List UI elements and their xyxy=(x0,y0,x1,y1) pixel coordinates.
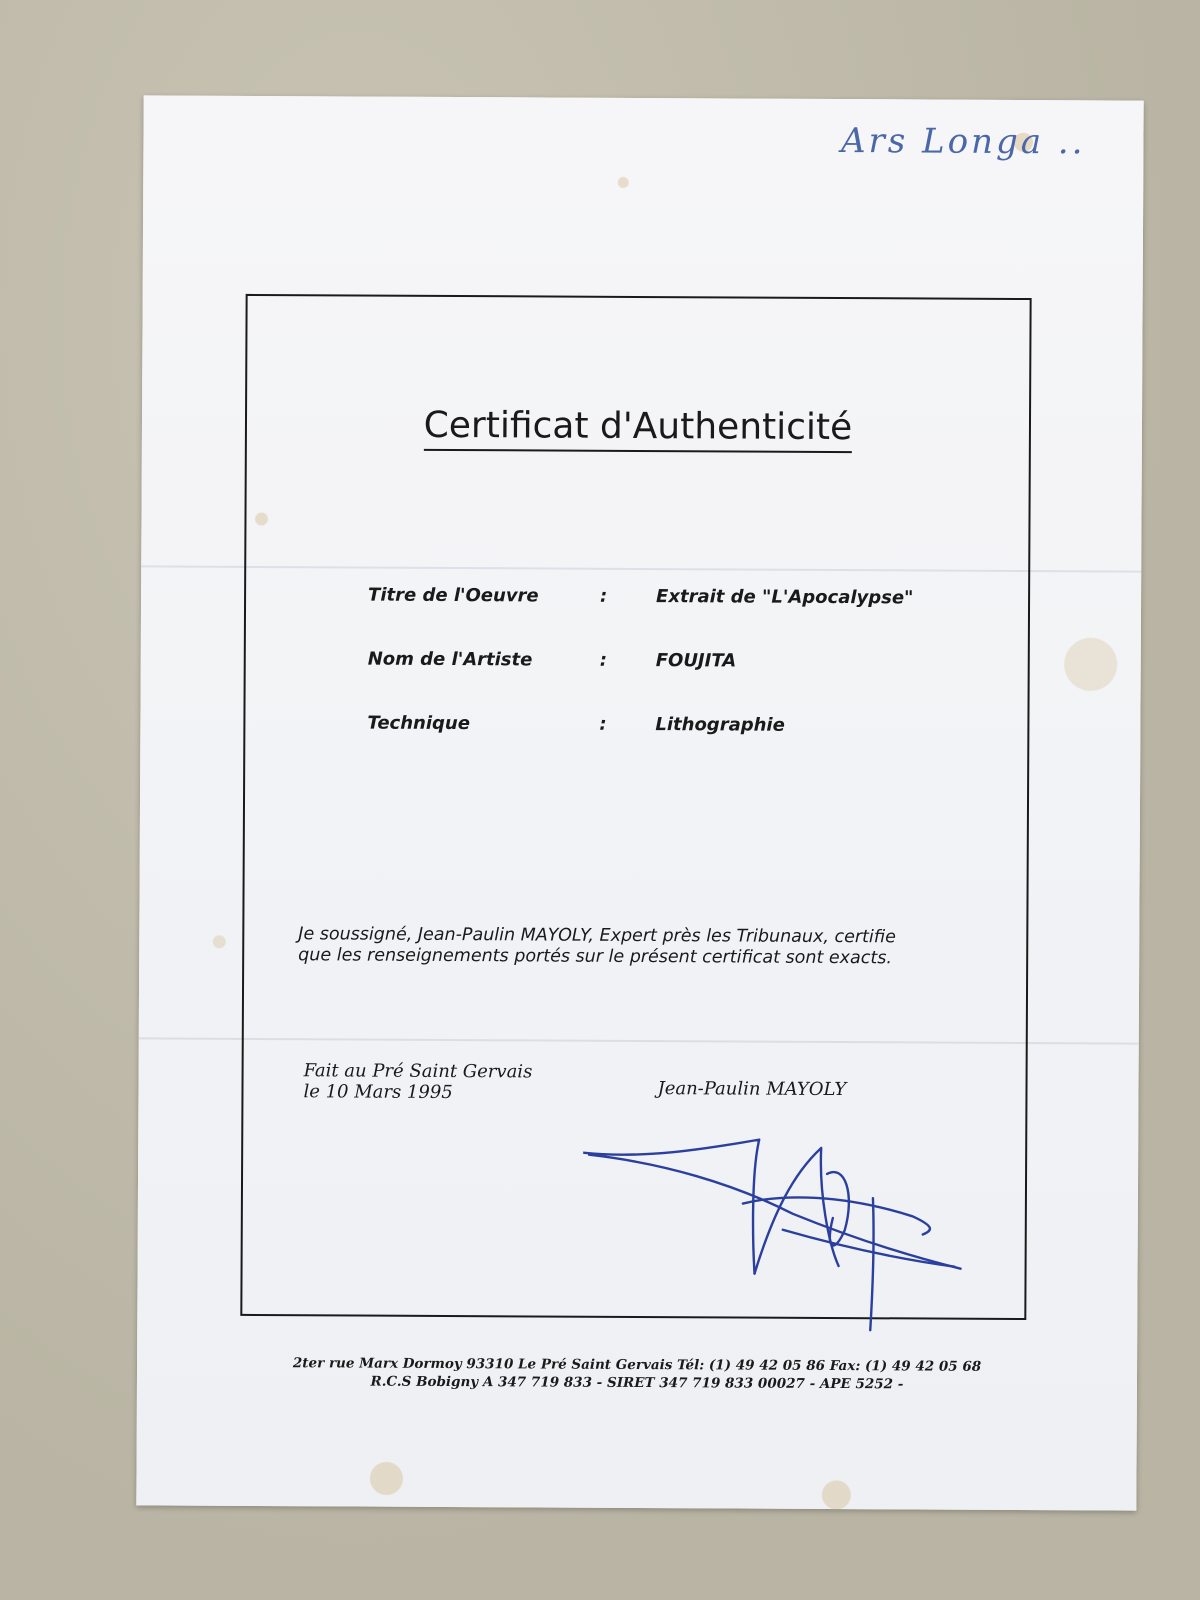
footer-address: 2ter rue Marx Dormoy 93310 Le Pré Saint Gervais Tél: (1) 49 42 05 86 Fax: (1) 49 42 05 68 xyxy=(292,1355,982,1375)
date-line: le 10 Mars 1995 xyxy=(303,1081,453,1104)
place-and-date xyxy=(303,1060,623,1104)
field-separator: : xyxy=(599,713,607,735)
certificate-paper xyxy=(136,95,1143,1510)
field-value: FOUJITA xyxy=(655,650,737,672)
field-value: Extrait de "L'Apocalypse" xyxy=(656,586,914,609)
footer-registration: R.C.S Bobigny A 347 719 833 - SIRET 347 719 833 00027 - APE 5252 - xyxy=(370,1373,904,1393)
field-row-title xyxy=(368,585,968,618)
signer-name: Jean-Paulin MAYOLY xyxy=(657,1078,847,1101)
certificate-title xyxy=(247,404,1029,449)
field-row-technique xyxy=(367,713,967,746)
field-label: Titre de l'Oeuvre xyxy=(368,584,539,607)
field-value: Lithographie xyxy=(655,714,785,736)
certification-statement xyxy=(298,924,998,970)
place-line: Fait au Pré Saint Gervais xyxy=(303,1060,533,1083)
field-separator: : xyxy=(600,585,608,607)
statement-line: Je soussigné, Jean-Paulin MAYOLY, Expert près les Tribunaux, certifie xyxy=(298,924,896,948)
field-separator: : xyxy=(599,649,608,671)
company-footer xyxy=(137,1353,1137,1394)
brand-name: Ars Longa .. xyxy=(840,121,1086,163)
statement-line: que les renseignements portés sur le présent certificat sont exacts. xyxy=(298,945,892,969)
field-label: Technique xyxy=(367,712,471,735)
certificate-title-text: Certificat d'Authenticité xyxy=(424,405,853,453)
handwritten-signature xyxy=(582,1133,983,1335)
certificate-frame xyxy=(240,294,1031,1320)
field-label: Nom de l'Artiste xyxy=(367,648,533,671)
field-row-artist xyxy=(368,649,968,682)
